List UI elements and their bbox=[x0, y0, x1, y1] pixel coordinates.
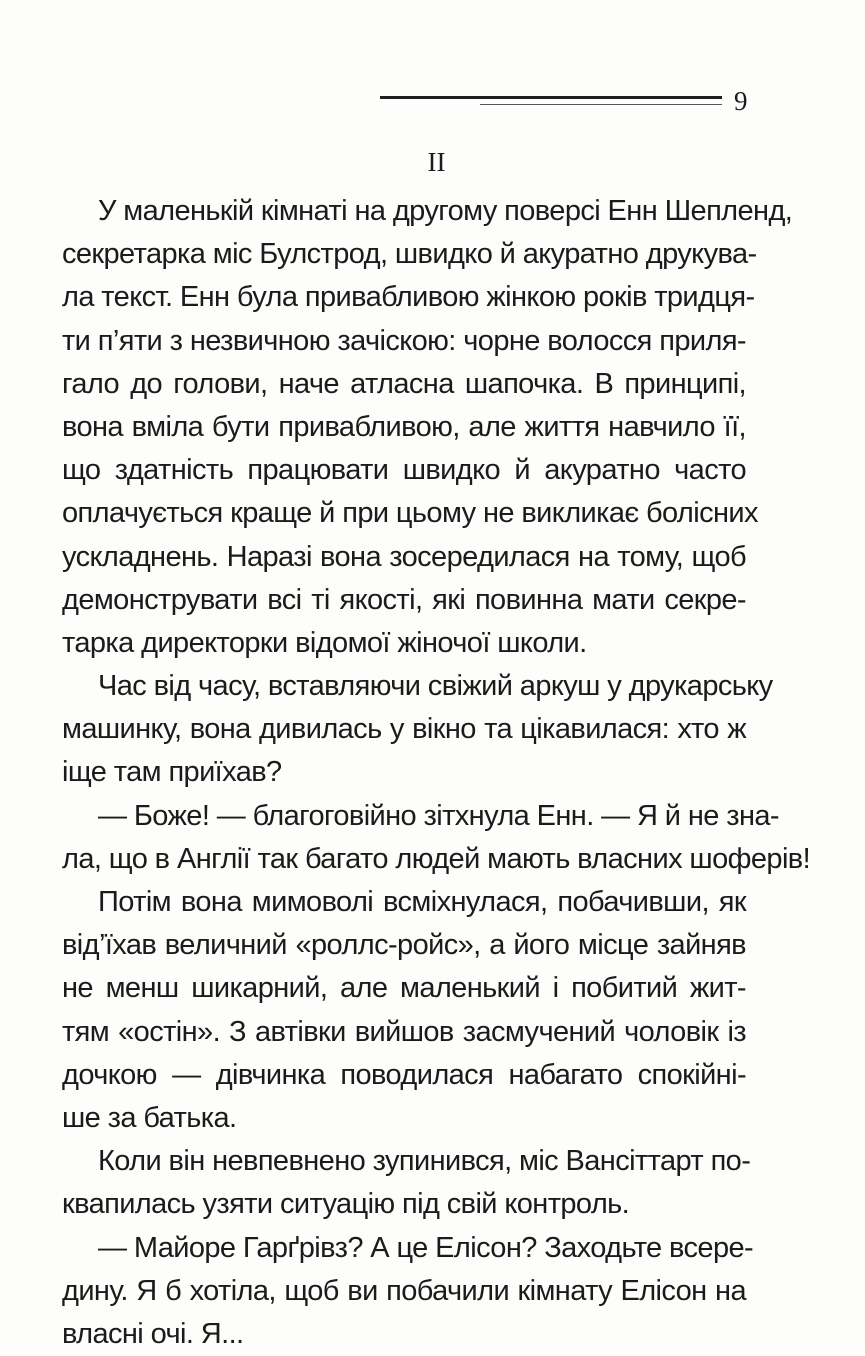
text-line: ше за батька. bbox=[62, 1101, 237, 1134]
text-line: Коли він невпевнено зупинився, міс Вансіттарт по- bbox=[98, 1145, 751, 1178]
running-header bbox=[380, 88, 760, 128]
text-line: машинку, вона дивилась у вікно та цікавилася: хто ж bbox=[62, 713, 746, 746]
text-line: квапилась узяти ситуацію під свій контроль. bbox=[62, 1188, 630, 1221]
body-text bbox=[62, 190, 811, 1356]
text-line: ла текст. Енн була привабливою жінкою років тридця- bbox=[62, 281, 755, 314]
text-line: не менш шикарний, але маленький і побитий жит- bbox=[62, 972, 746, 1005]
text-line: У маленькій кімнаті на другому поверсі Енн Шепленд, bbox=[98, 195, 793, 227]
text-line: дочкою — дівчинка поводилася набагато спокійні- bbox=[62, 1058, 746, 1091]
text-line: секретарка міс Булстрод, швидко й акуратно друкува- bbox=[62, 238, 757, 271]
header-rule-thick bbox=[380, 96, 722, 99]
header-rule-thin bbox=[480, 104, 722, 105]
text-line: іще там приїхав? bbox=[62, 756, 282, 789]
text-line: — Майоре Гарґрівз? А це Елісон? Заходьте всере- bbox=[98, 1231, 754, 1264]
text-line: від’їхав величний «роллс-ройс», а його місце зайняв bbox=[62, 929, 746, 962]
text-line: оплачується краще й при цьому не викликає болісних bbox=[62, 497, 758, 530]
text-line: власні очі. Я... bbox=[62, 1317, 244, 1350]
text-line: що здатність працювати швидко й акуратно часто bbox=[62, 454, 746, 487]
header-rule bbox=[380, 96, 722, 108]
text-line: тям «остін». З автівки вийшов засмучений чоловік із bbox=[62, 1015, 746, 1048]
page-number: 9 bbox=[734, 86, 748, 116]
text-line: ти п’яти з незвичною зачіскою: чорне волосся приля- bbox=[62, 324, 746, 357]
text-line: — Боже! — благоговійно зітхнула Енн. — Я й не зна- bbox=[98, 799, 779, 832]
text-line: вона вміла бути привабливою, але життя навчило її, bbox=[62, 410, 746, 443]
text-line: дину. Я б хотіла, щоб ви побачили кімнату Елісон на bbox=[62, 1274, 746, 1307]
text-line: тарка директорки відомої жіночої школи. bbox=[62, 626, 587, 659]
chapter-number: II bbox=[427, 147, 446, 177]
text-line: ускладнень. Наразі вона зосередилася на тому, щоб bbox=[62, 540, 746, 573]
text-line: Потім вона мимоволі всміхнулася, побачивши, як bbox=[98, 886, 746, 918]
text-line: ла, що в Англії так багато людей мають власних шоферів! bbox=[62, 842, 811, 875]
text-line: Час від часу, вставляючи свіжий аркуш у друкарську bbox=[98, 670, 773, 703]
text-line: гало до голови, наче атласна шапочка. В принципі, bbox=[62, 367, 746, 400]
text-line: демонструвати всі ті якості, які повинна мати секре- bbox=[62, 583, 746, 616]
